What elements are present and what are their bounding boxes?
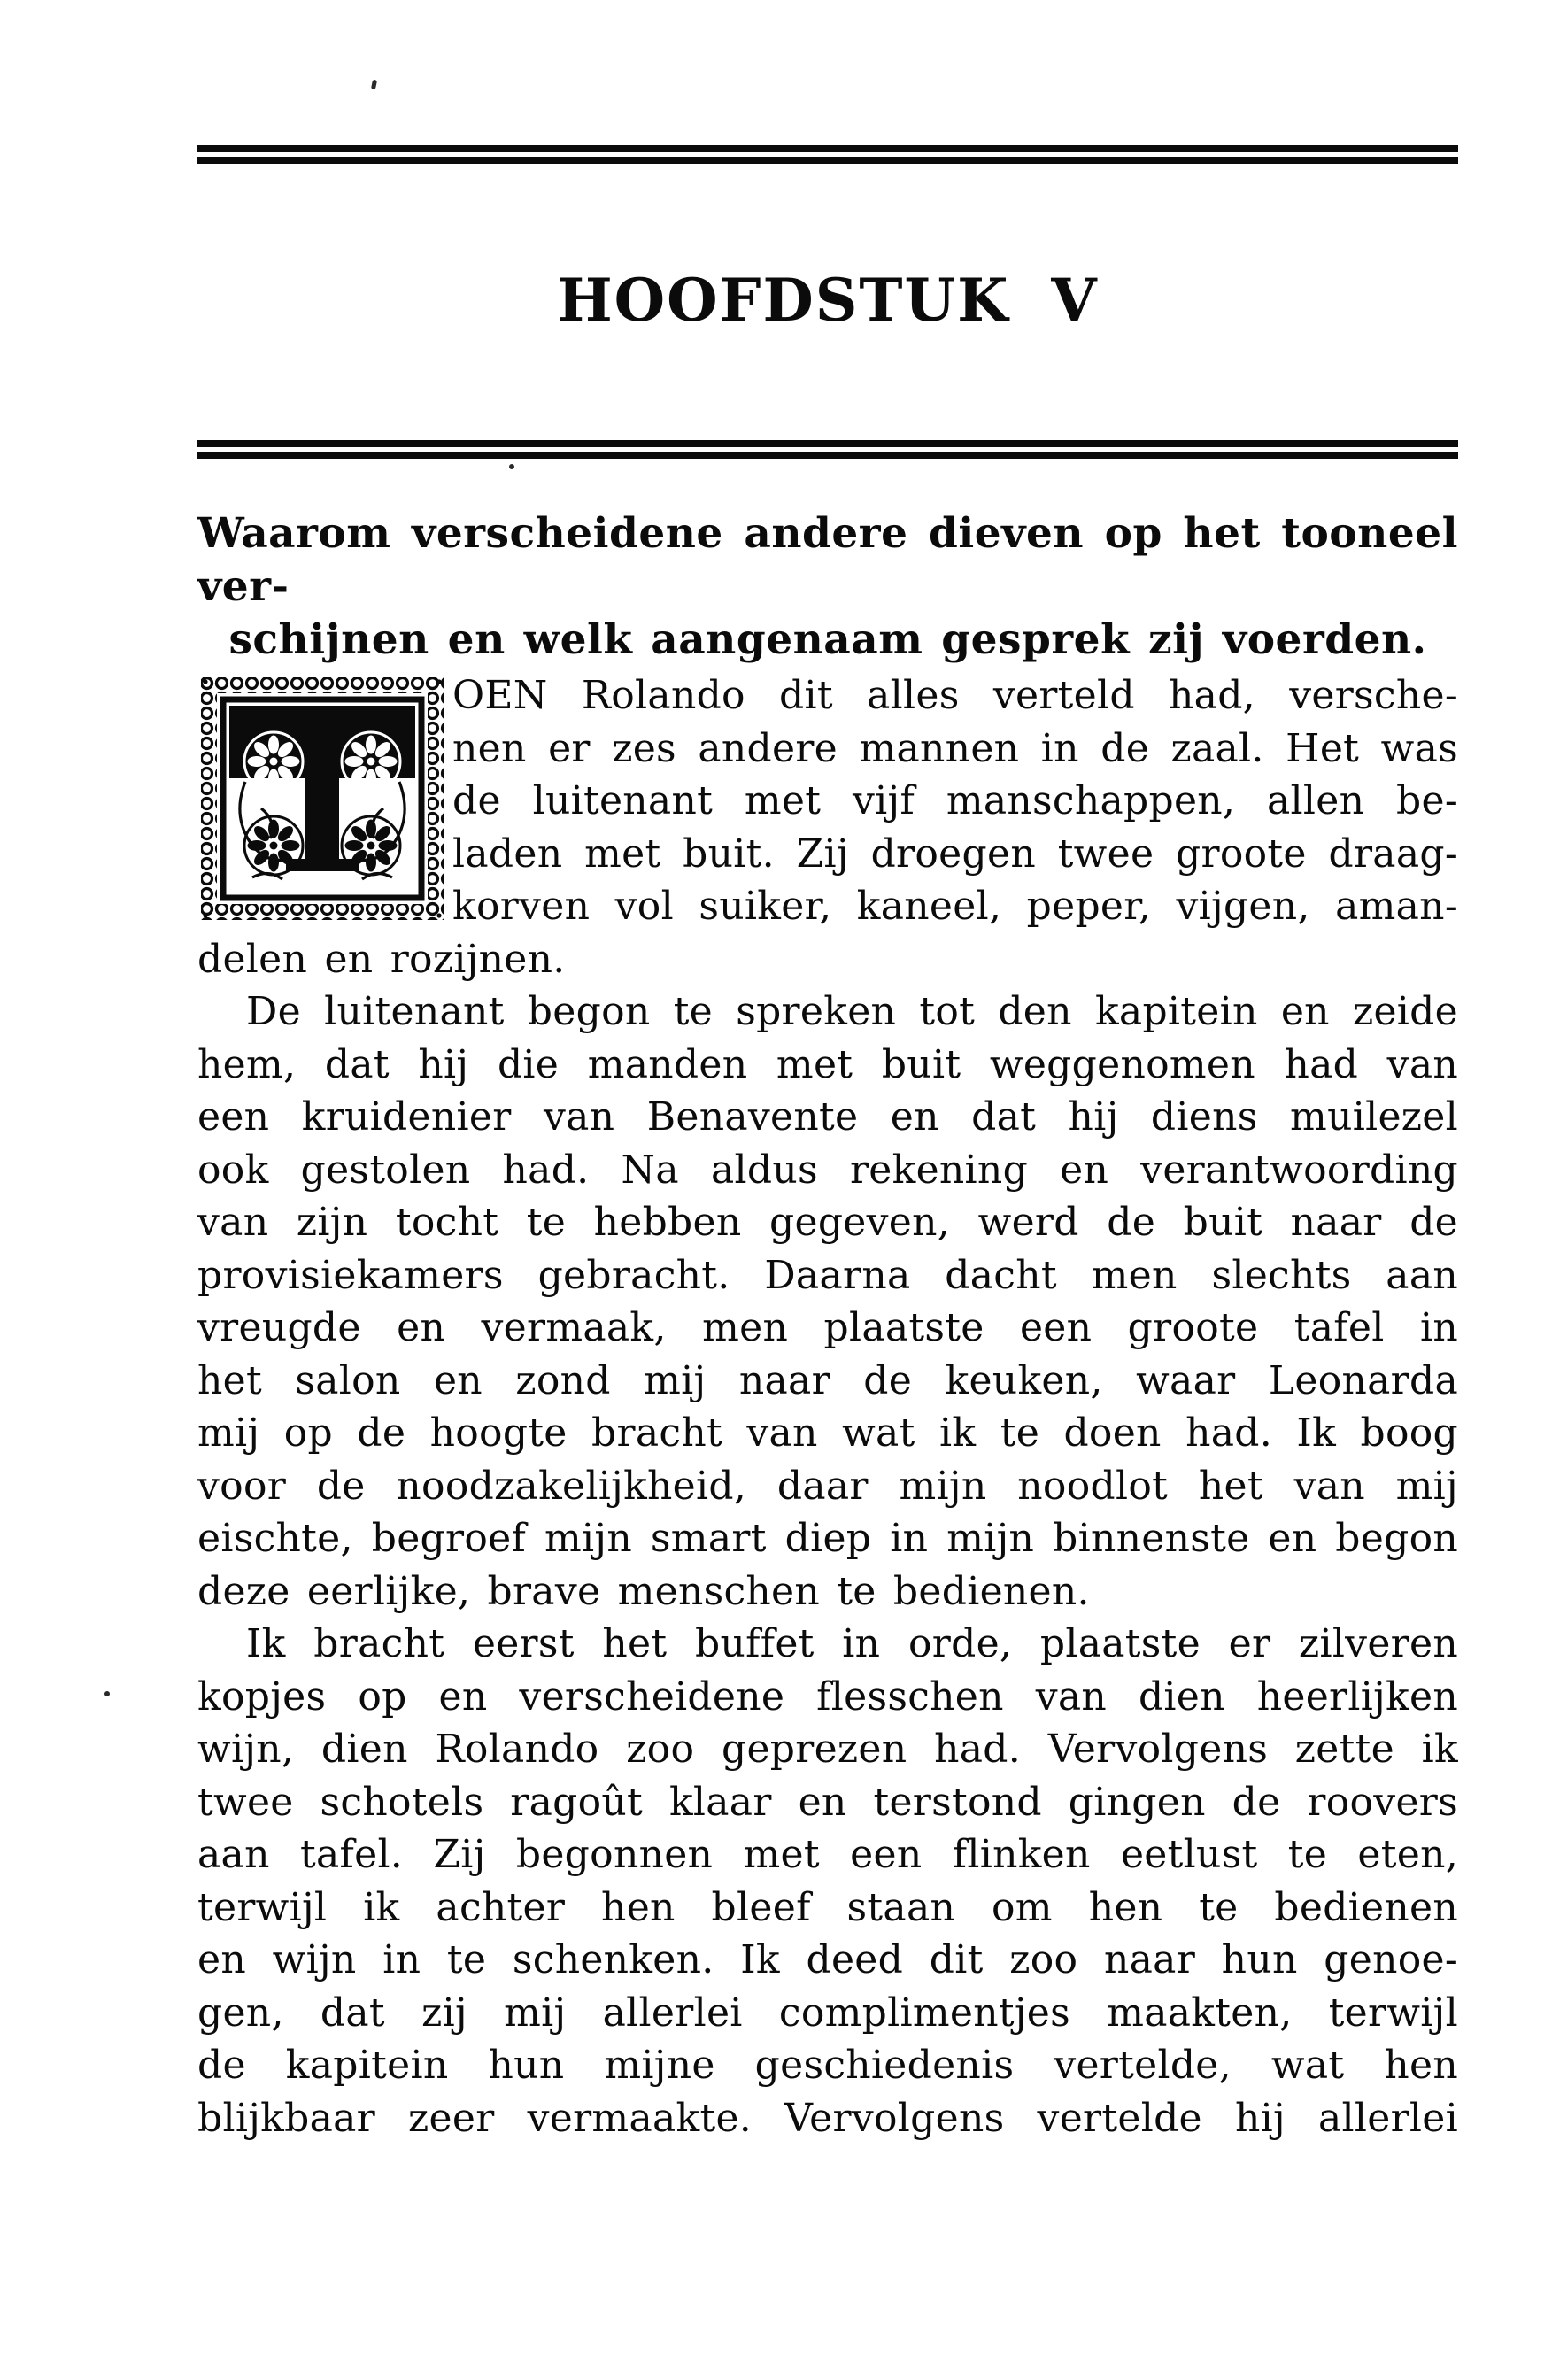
top-double-rule	[197, 145, 1458, 164]
text-line: het salon en zond mij naar de keuken, waar Leonarda	[197, 1357, 1458, 1403]
text-line: ook gestolen had. Na aldus rekening en verantwoording	[197, 1147, 1458, 1193]
text-line: laden met buit. Zij droegen twee groote draag-	[452, 831, 1458, 877]
text-line: een kruidenier van Benavente en dat hij diens muilezel	[197, 1094, 1458, 1140]
scan-speck	[104, 1691, 110, 1696]
chapter-subtitle	[197, 507, 1458, 667]
text-line: korven vol suiker, kaneel, peper, vijgen, aman-	[452, 884, 1458, 929]
text-line: wijn, dien Rolando zoo geprezen had. Vervolgens zette ik	[197, 1727, 1458, 1772]
text-line: gen, dat zij mij allerlei complimentjes maakten, terwijl	[197, 1990, 1458, 2036]
text-line: van zijn tocht te hebben gegeven, werd de buit naar de	[197, 1200, 1458, 1245]
text-line: deze eerlijke, brave menschen te bedienen.	[197, 1568, 1090, 1614]
text-line: eischte, begroef mijn smart diep in mijn binnenste en begon	[197, 1516, 1458, 1561]
text-line: blijkbaar zeer vermaakte. Vervolgens vertelde hij allerlei	[197, 2095, 1458, 2141]
text-line: aan tafel. Zij begonnen met een flinken eetlust te eten,	[197, 1832, 1458, 1877]
body-text	[197, 669, 1458, 2144]
subtitle-line: schijnen en welk aangenaam gesprek zij voerden.	[228, 615, 1427, 664]
text-line: en wijn in te schenken. Ik deed dit zoo naar hun genoe-	[197, 1937, 1458, 1982]
scan-speck	[509, 464, 514, 469]
scan-speck	[371, 80, 377, 90]
text-line: Ik bracht eerst het buffet in orde, plaatste er zilveren	[246, 1621, 1458, 1666]
text-line: delen en rozijnen.	[197, 936, 566, 982]
text-line: OEN Rolando dit alles verteld had, versche-	[452, 673, 1458, 718]
text-line: terwijl ik achter hen bleef staan om hen te bedienen	[197, 1884, 1458, 1930]
subtitle-line: Waarom verscheidene andere dieven op het tooneel ver-	[197, 509, 1458, 611]
text-line: de kapitein hun mijne geschiedenis vertelde, wat hen	[197, 2043, 1458, 2088]
text-line: vreugde en vermaak, men plaatste een groote tafel in	[197, 1305, 1458, 1350]
text-line: mij op de hoogte bracht van wat ik te doen had. Ik boog	[197, 1410, 1458, 1456]
text-line: twee schotels ragoût klaar en terstond gingen de roovers	[197, 1779, 1458, 1825]
text-line: voor de noodzakelijkheid, daar mijn noodlot het van mij	[197, 1463, 1458, 1509]
chapter-heading: HOOFDSTUK V	[557, 266, 1099, 335]
mid-double-rule	[197, 440, 1458, 459]
text-line: de luitenant met vijf manschappen, allen be-	[452, 778, 1458, 823]
text-line: kopjes op en verscheidene flesschen van dien heerlijken	[197, 1673, 1458, 1719]
text-line: nen er zes andere mannen in de zaal. Het was	[452, 725, 1458, 771]
text-line: provisiekamers gebracht. Daarna dacht men slechts aan	[197, 1252, 1458, 1298]
text-line: De luitenant begon te spreken tot den kapitein en zeide	[246, 989, 1458, 1034]
text-line: hem, dat hij die manden met buit weggenomen had van	[197, 1041, 1458, 1087]
